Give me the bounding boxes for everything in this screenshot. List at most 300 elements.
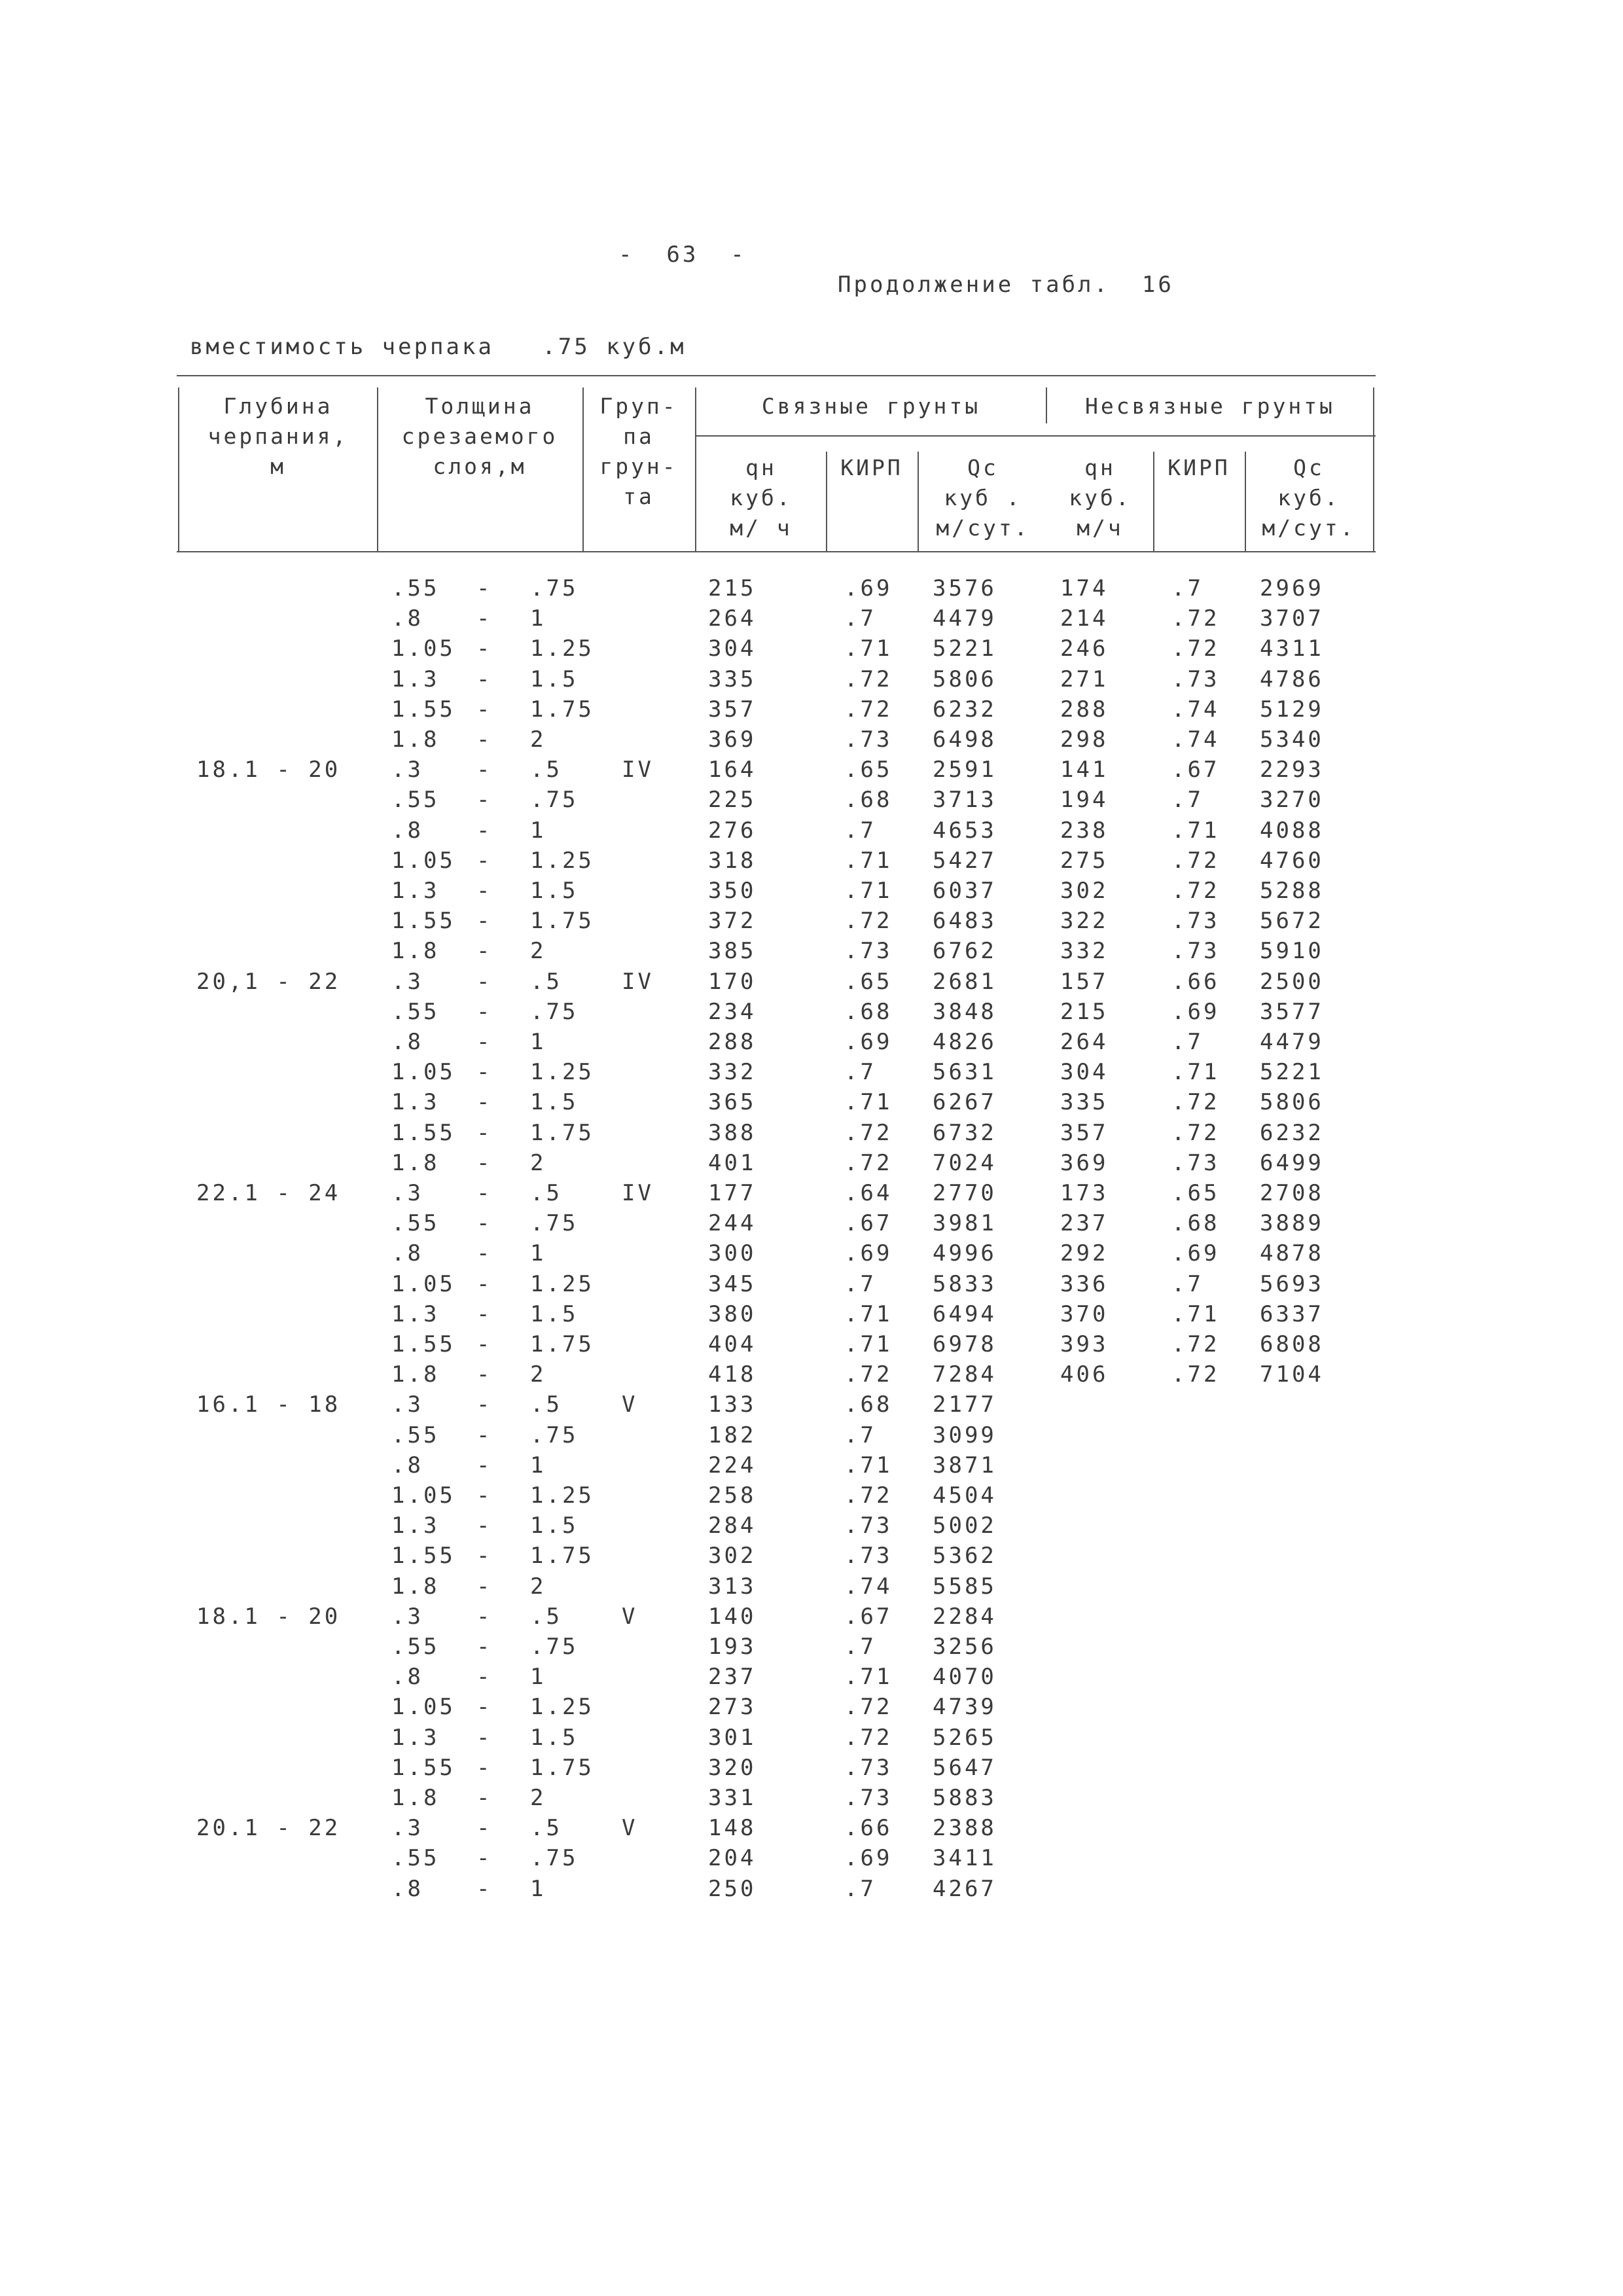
cell-thickness-to: 1 <box>530 1240 546 1266</box>
cell-qc-cohesive: 5585 <box>933 1573 997 1600</box>
cell-qc-cohesive: 4996 <box>933 1240 997 1266</box>
cell-kirp-cohesive: .73 <box>844 1785 893 1811</box>
cell-thickness-from: 1.8 <box>391 1150 440 1176</box>
cell-qn-cohesive: 401 <box>708 1150 757 1176</box>
cell-kirp-cohesive: .72 <box>844 1725 893 1751</box>
cell-qc-noncohesive: 4878 <box>1260 1240 1324 1266</box>
cell-qc-noncohesive: 4786 <box>1260 666 1324 692</box>
cell-thickness-to: 1.75 <box>530 1331 594 1357</box>
cell-kirp-cohesive: .7 <box>844 817 876 844</box>
cell-qc-cohesive: 6267 <box>933 1089 997 1115</box>
cell-thickness-dash: - <box>476 1815 493 1841</box>
cell-qn-noncohesive: 298 <box>1060 726 1109 753</box>
cell-thickness-to: 1.75 <box>530 1120 594 1146</box>
cell-thickness-to: .5 <box>530 757 562 783</box>
cell-thickness-to: 1 <box>530 1029 546 1055</box>
cell-thickness-from: 1.55 <box>391 908 455 934</box>
cell-thickness-from: .55 <box>391 1634 440 1660</box>
cell-thickness-to: .75 <box>530 1845 579 1871</box>
cell-kirp-cohesive: .72 <box>844 1482 893 1509</box>
cell-thickness-from: .3 <box>391 1604 423 1630</box>
cell-kirp-noncohesive: .72 <box>1171 1089 1220 1115</box>
cell-thickness-from: 1.55 <box>391 1331 455 1357</box>
cell-qc-noncohesive: 6499 <box>1260 1150 1324 1176</box>
cell-qc-noncohesive: 4760 <box>1260 848 1324 874</box>
cell-qn-cohesive: 284 <box>708 1513 757 1539</box>
cell-qn-noncohesive: 157 <box>1060 969 1109 995</box>
cell-qn-cohesive: 170 <box>708 969 757 995</box>
cell-thickness-to: 1.25 <box>530 1271 594 1297</box>
cell-qn-cohesive: 224 <box>708 1452 757 1479</box>
cell-qn-cohesive: 140 <box>708 1604 757 1630</box>
cell-kirp-cohesive: .67 <box>844 1210 893 1236</box>
cell-thickness-dash: - <box>476 1059 493 1085</box>
cell-kirp-cohesive: .72 <box>844 1150 893 1176</box>
cell-qc-cohesive: 6498 <box>933 726 997 753</box>
cell-qc-cohesive: 5833 <box>933 1271 997 1297</box>
cell-qn-cohesive: 385 <box>708 938 757 964</box>
cell-qn-noncohesive: 357 <box>1060 1120 1109 1146</box>
cell-kirp-noncohesive: .72 <box>1171 636 1220 662</box>
cell-qn-cohesive: 313 <box>708 1573 757 1600</box>
cell-kirp-noncohesive: .73 <box>1171 908 1220 934</box>
cell-qn-cohesive: 276 <box>708 817 757 844</box>
cell-thickness-from: .8 <box>391 1240 423 1266</box>
cell-qn-noncohesive: 322 <box>1060 908 1109 934</box>
cell-thickness-to: 1 <box>530 817 546 844</box>
cell-soil-group: IV <box>622 757 654 783</box>
cell-thickness-to: 1.25 <box>530 1482 594 1509</box>
cell-qc-noncohesive: 6337 <box>1260 1301 1324 1327</box>
cell-depth: 18.1 - 20 <box>196 1604 341 1630</box>
cell-qc-cohesive: 3871 <box>933 1452 997 1479</box>
cell-kirp-cohesive: .71 <box>844 848 893 874</box>
cell-thickness-to: .5 <box>530 1604 562 1630</box>
cell-thickness-from: .3 <box>391 757 423 783</box>
cell-qn-cohesive: 418 <box>708 1361 757 1388</box>
cell-thickness-dash: - <box>476 1725 493 1751</box>
cell-thickness-dash: - <box>476 1604 493 1630</box>
header-divider <box>377 387 378 551</box>
cell-thickness-from: 1.8 <box>391 1785 440 1811</box>
cell-qn-cohesive: 318 <box>708 848 757 874</box>
cell-qc-cohesive: 3713 <box>933 787 997 813</box>
cell-thickness-dash: - <box>476 1876 493 1902</box>
cell-thickness-dash: - <box>476 1755 493 1781</box>
cell-thickness-to: .75 <box>530 575 579 601</box>
cell-qn-cohesive: 264 <box>708 605 757 632</box>
cell-depth: 20.1 - 22 <box>196 1815 341 1841</box>
cell-kirp-cohesive: .71 <box>844 1452 893 1479</box>
cell-thickness-from: 1.05 <box>391 1482 455 1509</box>
cell-qc-noncohesive: 5910 <box>1260 938 1324 964</box>
cell-qc-cohesive: 6232 <box>933 696 997 723</box>
cell-soil-group: IV <box>622 969 654 995</box>
cell-kirp-cohesive: .64 <box>844 1180 893 1206</box>
cell-qn-cohesive: 335 <box>708 666 757 692</box>
cell-thickness-from: 1.3 <box>391 1301 440 1327</box>
cell-kirp-noncohesive: .71 <box>1171 1059 1220 1085</box>
cell-thickness-to: 2 <box>530 1785 546 1811</box>
cell-qn-cohesive: 273 <box>708 1694 757 1720</box>
cell-thickness-to: .75 <box>530 999 579 1025</box>
cell-thickness-dash: - <box>476 1391 493 1418</box>
cell-thickness-dash: - <box>476 757 493 783</box>
cell-thickness-to: 1.25 <box>530 1059 594 1085</box>
cell-thickness-from: .8 <box>391 605 423 632</box>
cell-qn-noncohesive: 237 <box>1060 1210 1109 1236</box>
cell-thickness-dash: - <box>476 1210 493 1236</box>
header-qc-cohesive: Qc куб . м/сут. <box>936 455 1030 541</box>
cell-kirp-noncohesive: .7 <box>1171 1271 1204 1297</box>
cell-thickness-to: 1 <box>530 1876 546 1902</box>
cell-kirp-cohesive: .65 <box>844 757 893 783</box>
cell-thickness-from: .8 <box>391 1029 423 1055</box>
cell-thickness-dash: - <box>476 1120 493 1146</box>
cell-qc-cohesive: 5647 <box>933 1755 997 1781</box>
cell-thickness-from: 1.8 <box>391 938 440 964</box>
cell-qn-noncohesive: 174 <box>1060 575 1109 601</box>
cell-thickness-dash: - <box>476 908 493 934</box>
cell-thickness-to: 2 <box>530 1150 546 1176</box>
cell-thickness-dash: - <box>476 1029 493 1055</box>
cell-qc-cohesive: 6494 <box>933 1301 997 1327</box>
cell-kirp-cohesive: .72 <box>844 696 893 723</box>
cell-thickness-to: 2 <box>530 726 546 753</box>
cell-soil-group: V <box>622 1391 638 1418</box>
cell-thickness-from: 1.8 <box>391 1361 440 1388</box>
header-depth: Глубина черпания, м <box>207 393 349 479</box>
cell-thickness-to: 1.25 <box>530 636 594 662</box>
cell-qn-noncohesive: 141 <box>1060 757 1109 783</box>
cell-kirp-cohesive: .74 <box>844 1573 893 1600</box>
cell-kirp-cohesive: .69 <box>844 1240 893 1266</box>
cell-qn-cohesive: 300 <box>708 1240 757 1266</box>
cell-thickness-dash: - <box>476 1422 493 1448</box>
cell-kirp-cohesive: .7 <box>844 1422 876 1448</box>
cell-qc-cohesive: 2770 <box>933 1180 997 1206</box>
cell-qn-noncohesive: 264 <box>1060 1029 1109 1055</box>
cell-qc-noncohesive: 6232 <box>1260 1120 1324 1146</box>
header-kirp-noncohesive: КИРП <box>1168 455 1230 480</box>
cell-qn-cohesive: 320 <box>708 1755 757 1781</box>
cell-depth: 20,1 - 22 <box>196 969 341 995</box>
cell-qn-noncohesive: 246 <box>1060 636 1109 662</box>
cell-thickness-dash: - <box>476 1089 493 1115</box>
header-divider <box>1373 387 1374 551</box>
cell-thickness-dash: - <box>476 1271 493 1297</box>
cell-qn-cohesive: 365 <box>708 1089 757 1115</box>
cell-thickness-from: 1.8 <box>391 726 440 753</box>
cell-kirp-cohesive: .68 <box>844 1391 893 1418</box>
header-soil-group: Груп- па грун- та <box>599 393 678 509</box>
cell-qc-noncohesive: 3889 <box>1260 1210 1324 1236</box>
cell-thickness-from: 1.3 <box>391 1725 440 1751</box>
header-qc-noncohesive: Qc куб. м/сут. <box>1262 455 1356 541</box>
cell-qc-cohesive: 4653 <box>933 817 997 844</box>
cell-kirp-cohesive: .73 <box>844 938 893 964</box>
cell-thickness-from: .3 <box>391 1815 423 1841</box>
cell-qn-cohesive: 177 <box>708 1180 757 1206</box>
cell-kirp-noncohesive: .7 <box>1171 1029 1204 1055</box>
cell-qn-cohesive: 357 <box>708 696 757 723</box>
cell-kirp-cohesive: .72 <box>844 908 893 934</box>
cell-thickness-from: 1.3 <box>391 1513 440 1539</box>
header-qn-cohesive: qн куб. м/ ч <box>730 455 793 541</box>
cell-qn-noncohesive: 215 <box>1060 999 1109 1025</box>
cell-kirp-cohesive: .71 <box>844 1089 893 1115</box>
header-divider <box>178 387 179 551</box>
cell-thickness-to: 1.75 <box>530 1755 594 1781</box>
cell-thickness-from: 1.55 <box>391 696 455 723</box>
cell-kirp-noncohesive: .65 <box>1171 1180 1220 1206</box>
cell-qc-noncohesive: 6808 <box>1260 1331 1324 1357</box>
cell-thickness-to: .75 <box>530 1422 579 1448</box>
cell-kirp-cohesive: .7 <box>844 1271 876 1297</box>
cell-qc-cohesive: 5883 <box>933 1785 997 1811</box>
cell-thickness-from: .8 <box>391 1664 423 1690</box>
cell-kirp-noncohesive: .72 <box>1171 848 1220 874</box>
cell-thickness-dash: - <box>476 1785 493 1811</box>
cell-qn-cohesive: 304 <box>708 636 757 662</box>
cell-qn-noncohesive: 304 <box>1060 1059 1109 1085</box>
cell-thickness-to: 2 <box>530 1573 546 1600</box>
cell-thickness-from: 1.05 <box>391 636 455 662</box>
cell-kirp-noncohesive: .72 <box>1171 1361 1220 1388</box>
cell-kirp-cohesive: .71 <box>844 1331 893 1357</box>
cell-qn-noncohesive: 406 <box>1060 1361 1109 1388</box>
cell-thickness-to: 1.75 <box>530 908 594 934</box>
cell-qc-cohesive: 2591 <box>933 757 997 783</box>
cell-qc-cohesive: 5221 <box>933 636 997 662</box>
cell-depth: 18.1 - 20 <box>196 757 341 783</box>
cell-kirp-cohesive: .73 <box>844 1513 893 1539</box>
page-number: - 63 - <box>618 242 747 268</box>
cell-kirp-cohesive: .73 <box>844 1755 893 1781</box>
cell-thickness-dash: - <box>476 1240 493 1266</box>
cell-thickness-to: 1 <box>530 1452 546 1479</box>
cell-kirp-cohesive: .72 <box>844 1694 893 1720</box>
cell-thickness-to: 1 <box>530 1664 546 1690</box>
cell-qn-cohesive: 204 <box>708 1845 757 1871</box>
cell-qc-cohesive: 2177 <box>933 1391 997 1418</box>
cell-thickness-dash: - <box>476 1543 493 1569</box>
cell-kirp-noncohesive: .68 <box>1171 1210 1220 1236</box>
cell-kirp-noncohesive: .73 <box>1171 666 1220 692</box>
cell-thickness-to: .75 <box>530 1210 579 1236</box>
cell-kirp-cohesive: .73 <box>844 1543 893 1569</box>
cell-kirp-cohesive: .72 <box>844 1361 893 1388</box>
cell-qc-noncohesive: 4311 <box>1260 636 1324 662</box>
cell-thickness-to: 1.5 <box>530 666 579 692</box>
cell-kirp-noncohesive: .69 <box>1171 999 1220 1025</box>
cell-thickness-from: .55 <box>391 1845 440 1871</box>
cell-thickness-dash: - <box>476 1452 493 1479</box>
cell-qc-cohesive: 3099 <box>933 1422 997 1448</box>
cell-kirp-noncohesive: .7 <box>1171 575 1204 601</box>
cell-qc-noncohesive: 5693 <box>1260 1271 1324 1297</box>
cell-qc-cohesive: 7284 <box>933 1361 997 1388</box>
cell-thickness-dash: - <box>476 1634 493 1660</box>
cell-kirp-noncohesive: .66 <box>1171 969 1220 995</box>
cell-qn-cohesive: 388 <box>708 1120 757 1146</box>
cell-qc-noncohesive: 7104 <box>1260 1361 1324 1388</box>
cell-kirp-noncohesive: .73 <box>1171 1150 1220 1176</box>
cell-qn-cohesive: 148 <box>708 1815 757 1841</box>
cell-qc-noncohesive: 5672 <box>1260 908 1324 934</box>
header-noncohesive-soils: Несвязные грунты <box>1085 393 1335 419</box>
cell-thickness-from: .55 <box>391 787 440 813</box>
cell-thickness-dash: - <box>476 1664 493 1690</box>
cell-qc-cohesive: 6732 <box>933 1120 997 1146</box>
cell-qc-noncohesive: 2500 <box>1260 969 1324 995</box>
cell-qn-cohesive: 369 <box>708 726 757 753</box>
cell-qn-noncohesive: 335 <box>1060 1089 1109 1115</box>
cell-qn-cohesive: 237 <box>708 1664 757 1690</box>
cell-kirp-cohesive: .65 <box>844 969 893 995</box>
cell-thickness-from: .8 <box>391 817 423 844</box>
cell-depth: 16.1 - 18 <box>196 1391 341 1418</box>
header-qn-noncohesive: qн куб. м/ч <box>1069 455 1132 541</box>
cell-thickness-to: .5 <box>530 1391 562 1418</box>
cell-thickness-to: 1.5 <box>530 1725 579 1751</box>
cell-thickness-dash: - <box>476 1694 493 1720</box>
cell-kirp-noncohesive: .72 <box>1171 605 1220 632</box>
header-thickness: Толщина срезаемого слоя,м <box>401 393 558 479</box>
cell-thickness-dash: - <box>476 1331 493 1357</box>
cell-qn-cohesive: 331 <box>708 1785 757 1811</box>
cell-qn-cohesive: 345 <box>708 1271 757 1297</box>
cell-thickness-from: 1.55 <box>391 1120 455 1146</box>
cell-thickness-dash: - <box>476 696 493 723</box>
cell-qc-cohesive: 4504 <box>933 1482 997 1509</box>
cell-qn-cohesive: 372 <box>708 908 757 934</box>
cell-thickness-to: 1 <box>530 605 546 632</box>
cell-thickness-dash: - <box>476 605 493 632</box>
cell-qn-noncohesive: 393 <box>1060 1331 1109 1357</box>
header-group-rule <box>695 435 1376 437</box>
cell-qc-noncohesive: 2969 <box>1260 575 1324 601</box>
cell-qc-cohesive: 5265 <box>933 1725 997 1751</box>
cell-thickness-from: 1.05 <box>391 848 455 874</box>
cell-qn-cohesive: 225 <box>708 787 757 813</box>
cell-thickness-to: 1.75 <box>530 696 594 723</box>
cell-thickness-dash: - <box>476 1573 493 1600</box>
cell-kirp-cohesive: .67 <box>844 1604 893 1630</box>
cell-qc-cohesive: 4826 <box>933 1029 997 1055</box>
cell-qn-noncohesive: 194 <box>1060 787 1109 813</box>
cell-qn-noncohesive: 214 <box>1060 605 1109 632</box>
cell-thickness-dash: - <box>476 666 493 692</box>
cell-thickness-from: 1.55 <box>391 1543 455 1569</box>
cell-kirp-noncohesive: .7 <box>1171 787 1204 813</box>
cell-kirp-cohesive: .7 <box>844 1876 876 1902</box>
cell-thickness-to: .5 <box>530 1815 562 1841</box>
cell-kirp-cohesive: .68 <box>844 787 893 813</box>
cell-thickness-dash: - <box>476 1513 493 1539</box>
cell-qn-noncohesive: 275 <box>1060 848 1109 874</box>
cell-qc-noncohesive: 5806 <box>1260 1089 1324 1115</box>
cell-kirp-noncohesive: .74 <box>1171 696 1220 723</box>
cell-thickness-dash: - <box>476 848 493 874</box>
cell-thickness-to: 1.5 <box>530 878 579 904</box>
header-divider <box>1046 387 1047 423</box>
cell-kirp-cohesive: .68 <box>844 999 893 1025</box>
cell-kirp-noncohesive: .72 <box>1171 1120 1220 1146</box>
cell-qn-cohesive: 164 <box>708 757 757 783</box>
cell-qn-noncohesive: 288 <box>1060 696 1109 723</box>
cell-qn-cohesive: 380 <box>708 1301 757 1327</box>
cell-thickness-to: 1.75 <box>530 1543 594 1569</box>
cell-qc-cohesive: 4739 <box>933 1694 997 1720</box>
cell-qn-cohesive: 258 <box>708 1482 757 1509</box>
cell-qc-cohesive: 6978 <box>933 1331 997 1357</box>
cell-qn-cohesive: 288 <box>708 1029 757 1055</box>
cell-thickness-from: 1.8 <box>391 1573 440 1600</box>
cell-qn-cohesive: 404 <box>708 1331 757 1357</box>
cell-thickness-from: .8 <box>391 1876 423 1902</box>
cell-thickness-to: .5 <box>530 1180 562 1206</box>
cell-qc-cohesive: 3256 <box>933 1634 997 1660</box>
cell-qc-cohesive: 4267 <box>933 1876 997 1902</box>
cell-qn-noncohesive: 369 <box>1060 1150 1109 1176</box>
cell-kirp-noncohesive: .71 <box>1171 817 1220 844</box>
cell-kirp-noncohesive: .69 <box>1171 1240 1220 1266</box>
cell-qn-noncohesive: 173 <box>1060 1180 1109 1206</box>
cell-qn-cohesive: 350 <box>708 878 757 904</box>
cell-thickness-dash: - <box>476 969 493 995</box>
cell-kirp-cohesive: .73 <box>844 726 893 753</box>
cell-qc-cohesive: 5362 <box>933 1543 997 1569</box>
cell-soil-group: IV <box>622 1180 654 1206</box>
cell-thickness-from: .55 <box>391 999 440 1025</box>
cell-qc-cohesive: 7024 <box>933 1150 997 1176</box>
cell-kirp-cohesive: .71 <box>844 636 893 662</box>
cell-thickness-from: .3 <box>391 1391 423 1418</box>
cell-qn-cohesive: 193 <box>708 1634 757 1660</box>
cell-thickness-dash: - <box>476 1180 493 1206</box>
cell-qc-noncohesive: 5340 <box>1260 726 1324 753</box>
cell-qn-cohesive: 234 <box>708 999 757 1025</box>
cell-qc-noncohesive: 4088 <box>1260 817 1324 844</box>
cell-qc-cohesive: 4479 <box>933 605 997 632</box>
cell-thickness-to: 1.5 <box>530 1089 579 1115</box>
header-bottom-rule <box>177 551 1376 552</box>
cell-qc-noncohesive: 2293 <box>1260 757 1324 783</box>
cell-thickness-dash: - <box>476 1301 493 1327</box>
cell-soil-group: V <box>622 1604 638 1630</box>
cell-kirp-cohesive: .72 <box>844 666 893 692</box>
cell-qn-noncohesive: 332 <box>1060 938 1109 964</box>
cell-thickness-from: 1.3 <box>391 1089 440 1115</box>
cell-kirp-cohesive: .69 <box>844 575 893 601</box>
cell-thickness-dash: - <box>476 787 493 813</box>
cell-thickness-from: .8 <box>391 1452 423 1479</box>
cell-kirp-cohesive: .71 <box>844 1301 893 1327</box>
cell-qn-noncohesive: 271 <box>1060 666 1109 692</box>
header-cohesive-soils: Связные грунты <box>761 393 981 419</box>
cell-qn-cohesive: 250 <box>708 1876 757 1902</box>
cell-kirp-cohesive: .71 <box>844 878 893 904</box>
cell-qn-cohesive: 302 <box>708 1543 757 1569</box>
cell-qn-cohesive: 332 <box>708 1059 757 1085</box>
cell-qc-cohesive: 6483 <box>933 908 997 934</box>
cell-qc-cohesive: 6762 <box>933 938 997 964</box>
cell-thickness-dash: - <box>476 1150 493 1176</box>
cell-qn-cohesive: 133 <box>708 1391 757 1418</box>
cell-thickness-from: .55 <box>391 1422 440 1448</box>
cell-thickness-from: 1.3 <box>391 666 440 692</box>
